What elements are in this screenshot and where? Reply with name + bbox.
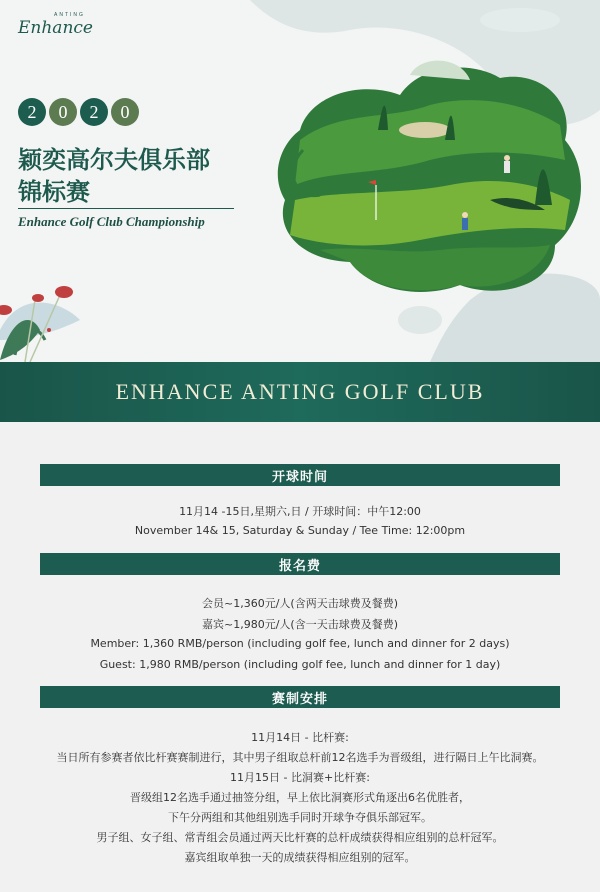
hero-illustration [0,0,600,362]
section-heading-format: 赛制安排 [40,686,560,708]
section-heading-fee: 报名费 [40,553,560,575]
event-subtitle: Enhance Golf Club Championship [18,214,205,229]
tee-time-line: November 14& 15, Saturday & Sunday / Tee Time: 12:00pm [134,524,466,537]
logo-wordmark: Enhance [18,18,93,38]
year-digit: 0 [111,98,139,126]
year-digit: 2 [18,98,46,126]
hero-section [0,0,600,362]
format-line: 11月14日 - 比杆赛: [251,731,349,744]
fee-line: 会员~1,360元/人(含两天击球费及餐费) [202,597,398,610]
format-line: 11月15日 - 比洞赛+比杆赛: [230,771,370,784]
format-line: 下午分两组和其他组别选手同时开球争夺俱乐部冠军。 [168,811,432,824]
tee-time-line: 11月14 -15日,星期六,日 / 开球时间：中午12:00 [179,505,421,518]
year-digit: 0 [49,98,77,126]
title-divider [18,208,234,209]
section-heading-tee-time: 开球时间 [40,464,560,486]
event-title-line2: 锦标赛 [18,177,90,206]
format-line: 嘉宾组取单独一天的成绩获得相应组别的冠军。 [184,851,416,864]
club-banner [0,362,600,422]
fee-line: Guest: 1,980 RMB/person (including golf fee, lunch and dinner for 1 day) [99,658,501,671]
fee-line: 嘉宾~1,980元/人(含一天击球费及餐费) [202,618,398,631]
year-badges [18,98,139,126]
format-line: 晋级组12名选手通过抽签分组，早上依比洞赛形式角逐出6名优胜者， [130,791,470,804]
banner-text: ENHANCE ANTING GOLF CLUB [115,379,485,404]
format-line: 男子组、女子组、常青组会员通过两天比杆赛的总杆成绩获得相应组别的总杆冠军。 [96,831,504,844]
year-digit: 2 [80,98,108,126]
format-line: 当日所有参赛者依比杆赛赛制进行，其中男子组取总杆前12名选手为晋级组，进行隔日上午比洞赛。 [56,751,544,764]
event-title-line1: 颖奕高尔夫俱乐部 [18,145,210,174]
fee-line: Member: 1,360 RMB/person (including golf fee, lunch and dinner for 2 days) [90,637,510,650]
logo-subtext: ANTING [54,12,85,18]
